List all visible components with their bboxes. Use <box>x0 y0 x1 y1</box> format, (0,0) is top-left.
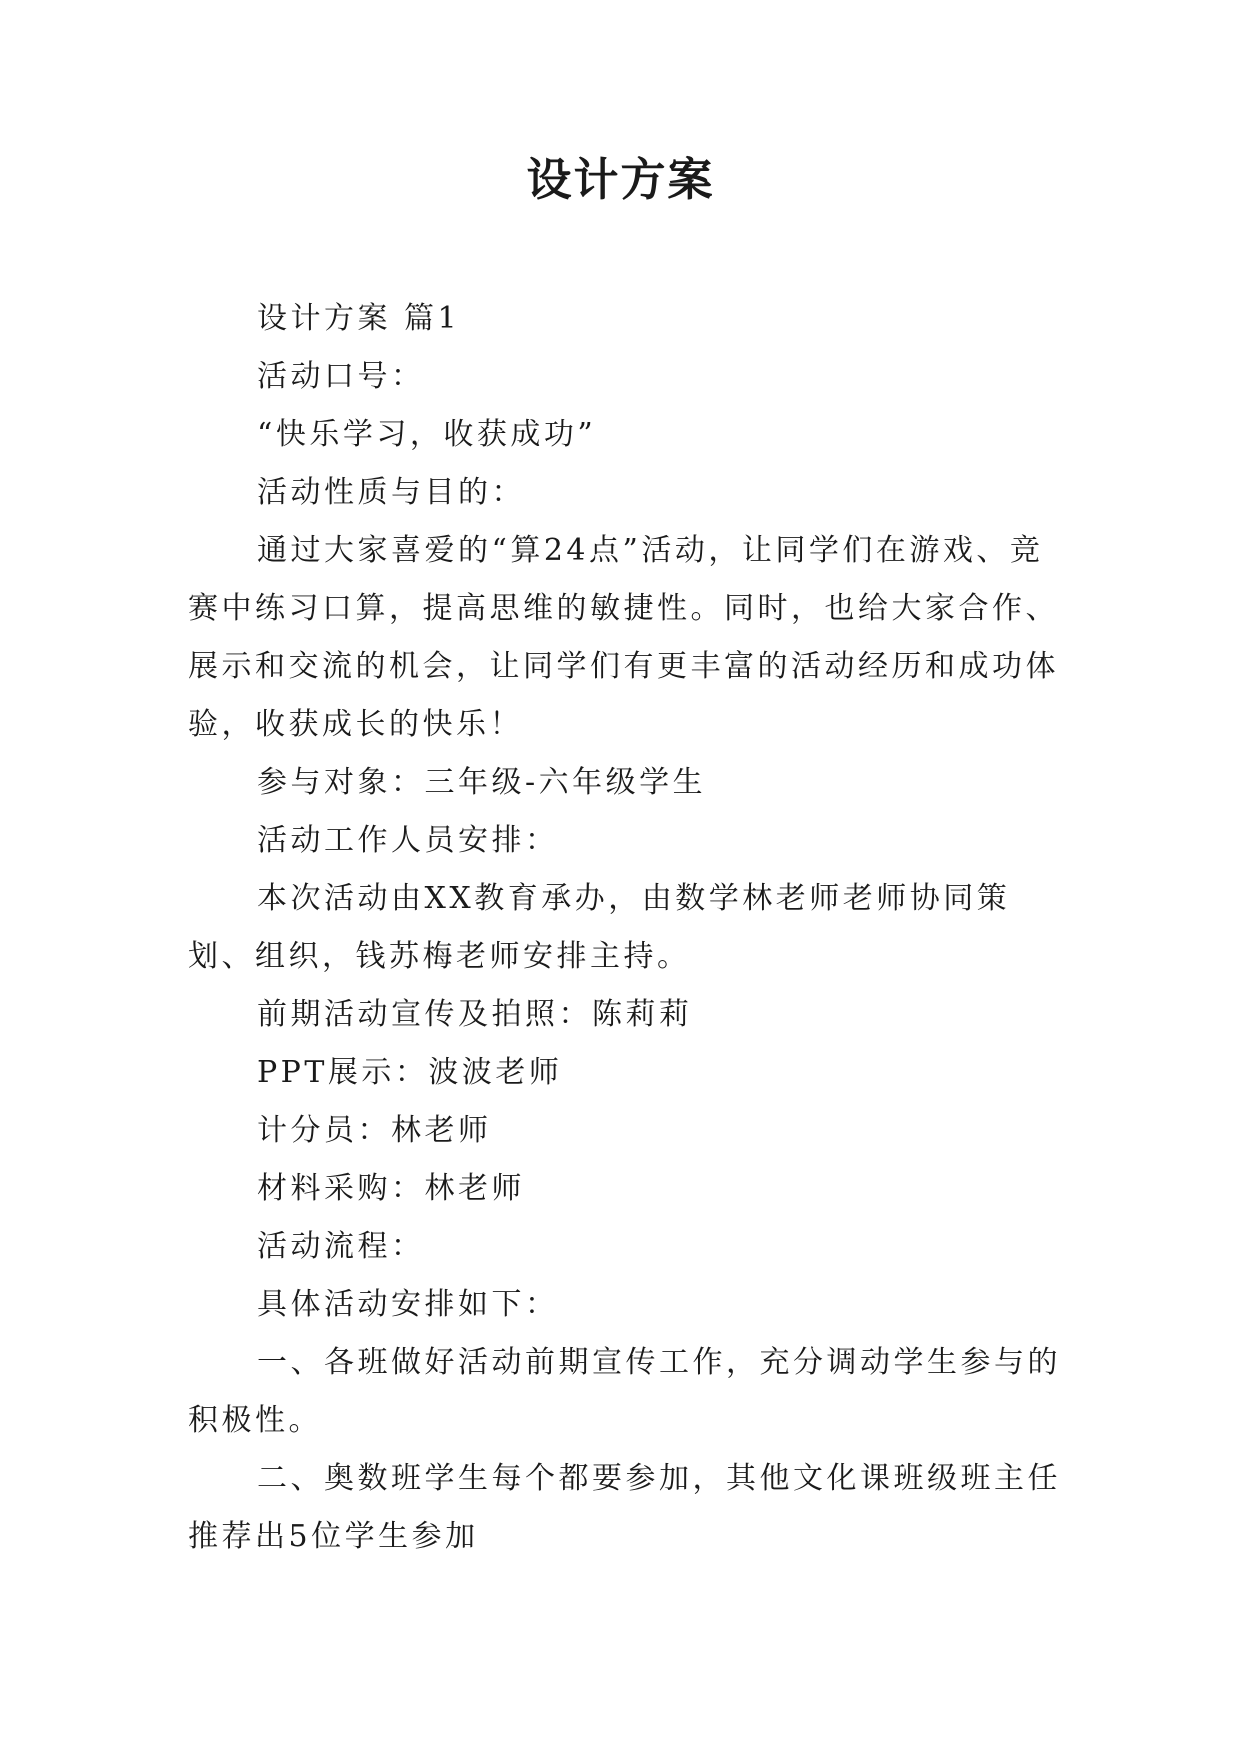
document-title: 设计方案 <box>526 153 715 206</box>
purpose-paragraph: 通过大家喜爱的“算24点”活动，让同学们在游戏、竞赛中练习口算，提高思维的敏捷性。同时，也给大家合作、展示和交流的机会，让同学们有更丰富的活动经历和成功体验，收获成长的快乐！ <box>188 533 1059 742</box>
step-one-paragraph: 一、各班做好活动前期宣传工作，充分调动学生参与的积极性。 <box>188 1345 1061 1438</box>
purpose-label: 活动性质与目的： <box>257 475 525 510</box>
document-body <box>188 290 1068 1566</box>
schedule-label: 具体活动安排如下： <box>257 1287 559 1322</box>
process-label: 活动流程： <box>257 1229 425 1264</box>
scorer-line: 计分员：林老师 <box>257 1113 492 1148</box>
slogan-text: “快乐学习，收获成功” <box>257 417 597 452</box>
section-heading: 设计方案 篇1 <box>257 301 461 336</box>
materials-line: 材料采购：林老师 <box>257 1171 525 1206</box>
ppt-line: PPT展示：波波老师 <box>257 1055 563 1090</box>
staff-label: 活动工作人员安排： <box>257 823 559 858</box>
step-two-paragraph: 二、奥数班学生每个都要参加，其他文化课班级班主任推荐出5位学生参加 <box>188 1461 1061 1554</box>
participants-line: 参与对象：三年级-六年级学生 <box>257 765 707 800</box>
publicity-line: 前期活动宣传及拍照：陈莉莉 <box>257 997 693 1032</box>
slogan-label: 活动口号： <box>257 359 425 394</box>
organizer-paragraph: 本次活动由XX教育承办，由数学林老师老师协同策划、组织，钱苏梅老师安排主持。 <box>188 881 1011 974</box>
